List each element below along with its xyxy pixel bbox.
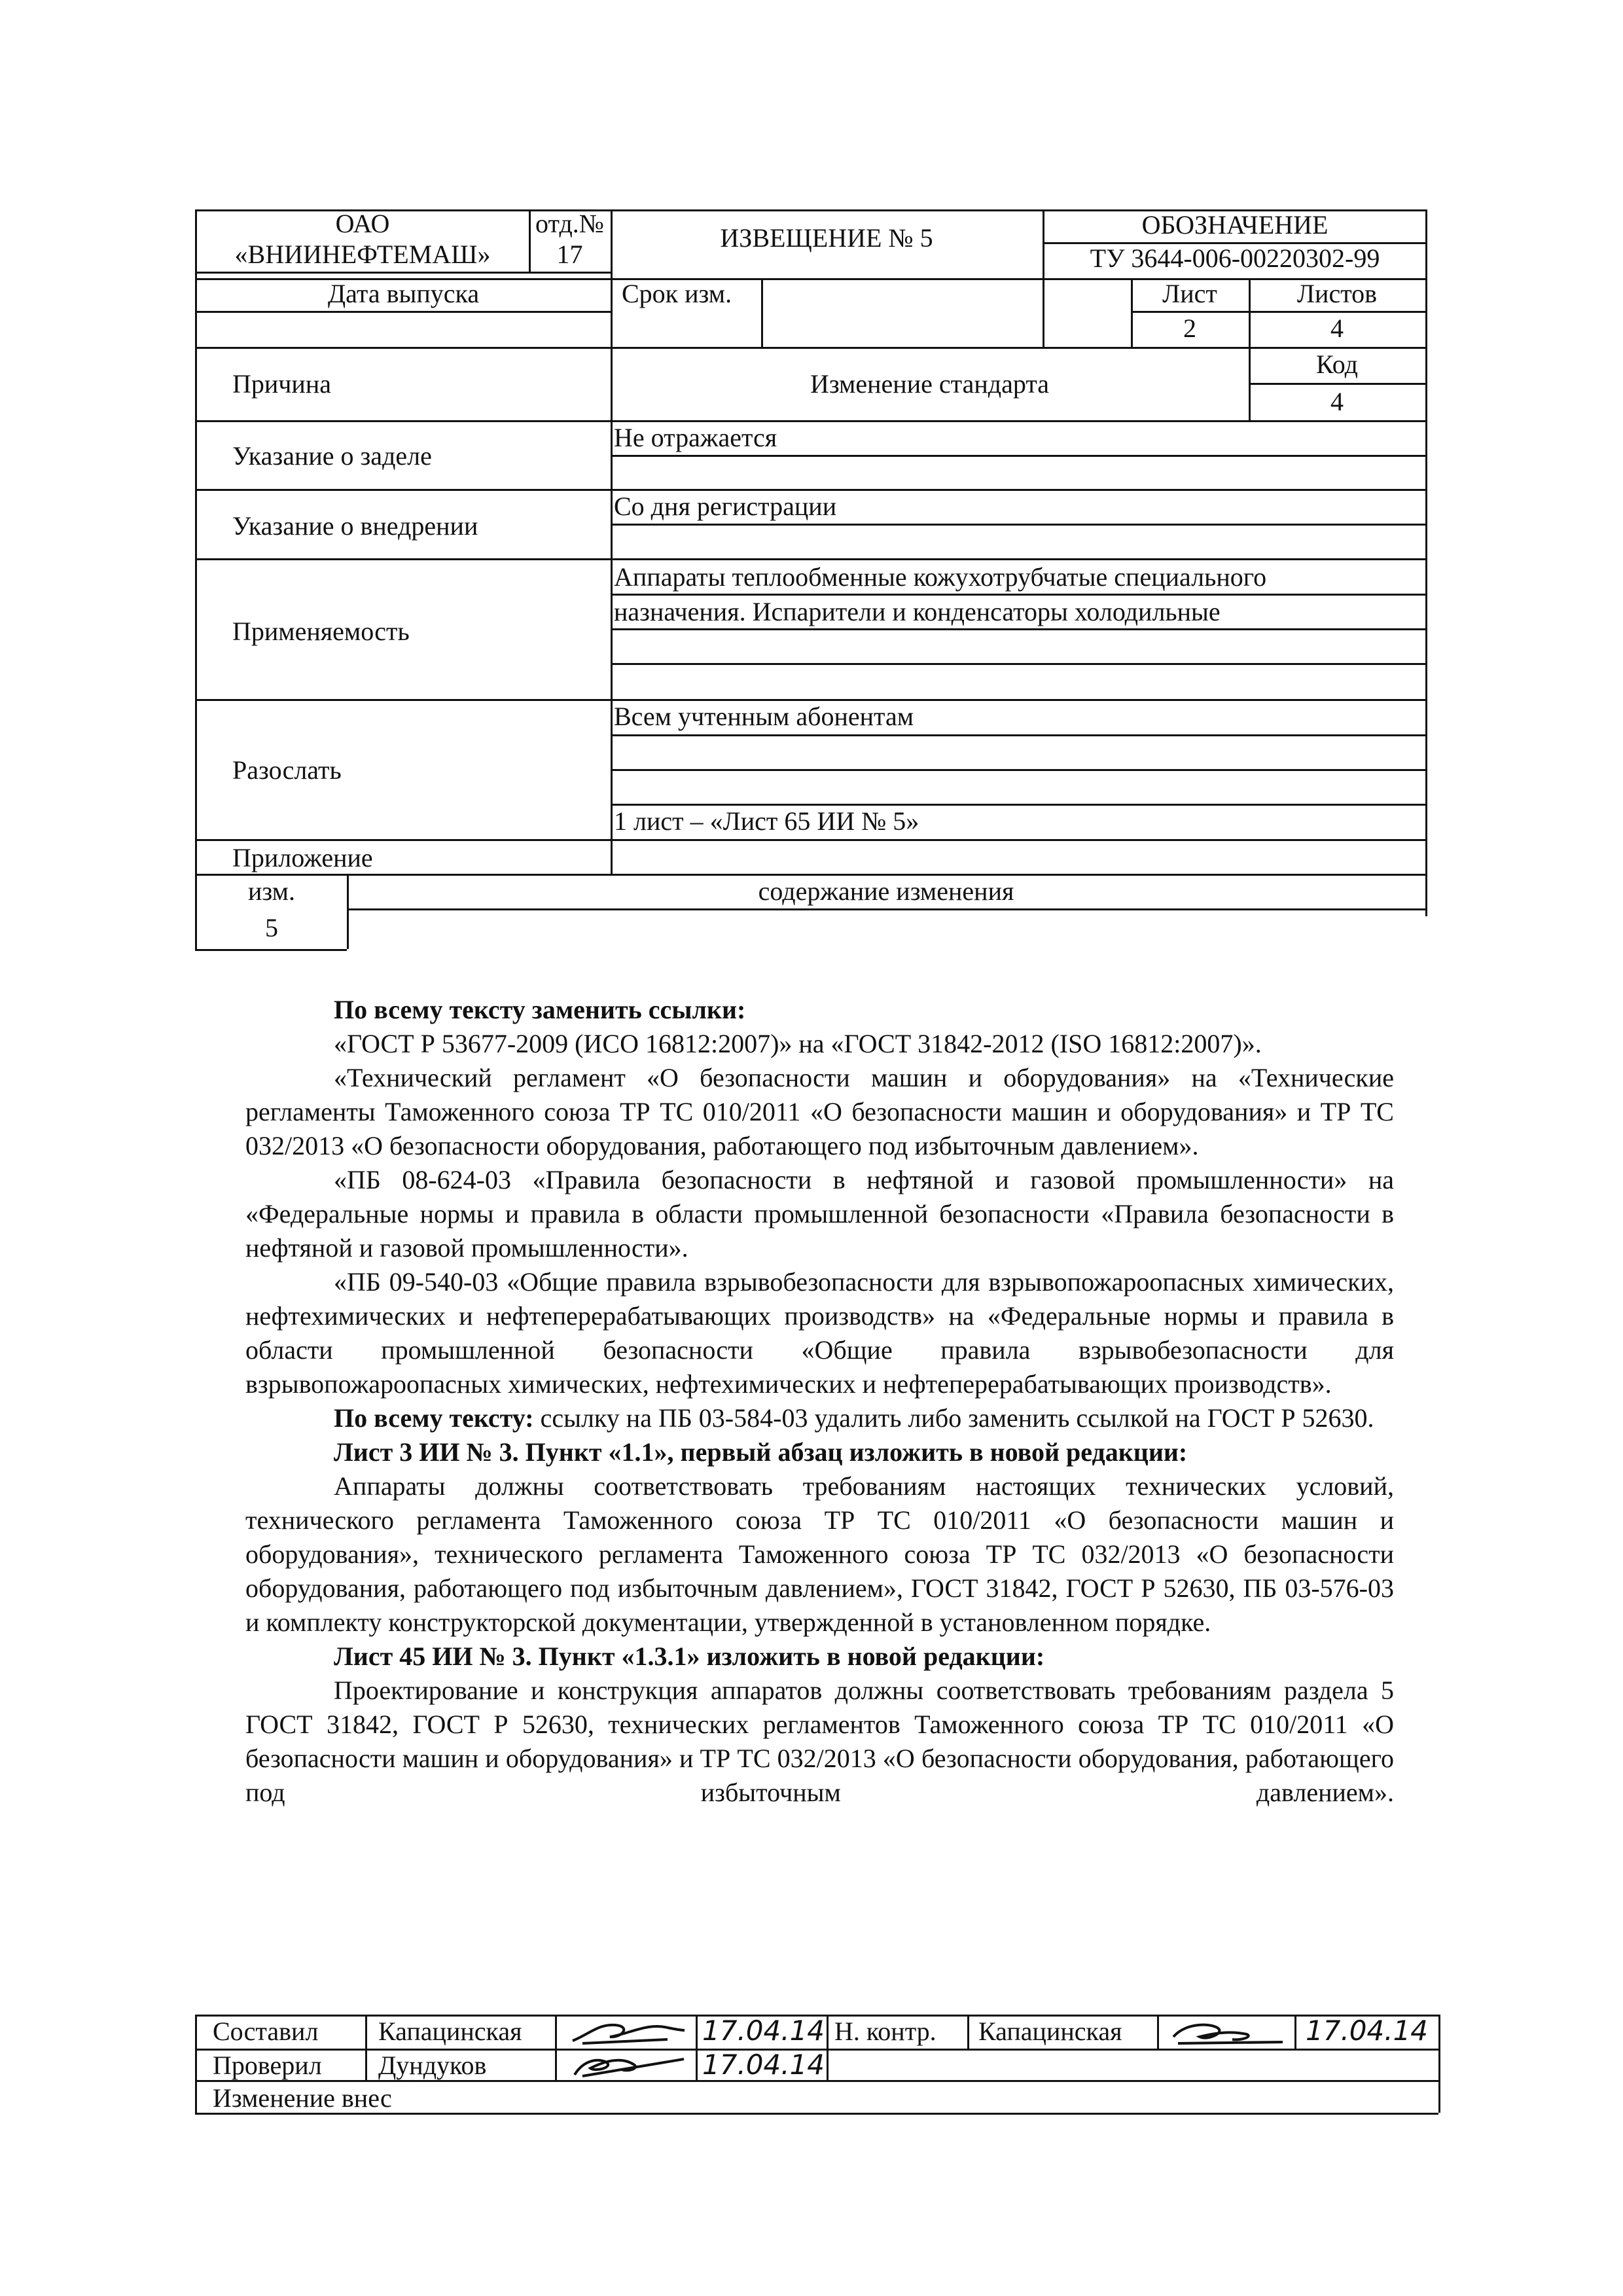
- norm-control-label: Н. контр.: [834, 2017, 936, 2046]
- reason-value: Изменение стандарта: [810, 369, 1050, 399]
- code-label: Код: [1316, 350, 1358, 379]
- paragraph-pb-03-584: [245, 1401, 1394, 1435]
- department-number: 17: [556, 240, 583, 269]
- sheets-count: 4: [1330, 314, 1344, 343]
- change-entered-label: Изменение внес: [213, 2083, 392, 2113]
- norm-control-signature: [1168, 2017, 1286, 2047]
- sheets-label: Листов: [1296, 279, 1378, 308]
- org-name-line2: «ВНИИНЕФТЕМАШ»: [234, 240, 491, 269]
- applicability-line1: Аппараты теплообменные кожухотрубчатые специального: [614, 562, 1267, 592]
- sheet-number: 2: [1183, 314, 1196, 343]
- checked-signature: [569, 2050, 687, 2080]
- paragraph-pb-09-540: «ПБ 09-540-03 «Общие правила взрывобезопасности для взрывопожароопасных химических, нефтехимических и нефтеперерабатывающих производств» на «Федеральные нормы и правила в области промышленной безопасности «Общие правила взрывобезопасности для взрывопожароопасных химических, нефтехимических и нефтеперерабатывающих производств».: [245, 1267, 1394, 1399]
- paragraph-pb-03-584-text: ссылку на ПБ 03-584-03 удалить либо заменить ссылкой на ГОСТ Р 52630.: [533, 1403, 1374, 1433]
- paragraph-item-1-1: Аппараты должны соответствовать требованиям настоящих технических условий, технического регламента Таможенного союза ТР ТС 010/2011 «О безопасности машин и оборудования», технического регламента Таможенного союза ТР ТС 032/2013 «О безопасности оборудования, работающего под избыточным давлением», ГОСТ 31842, ГОСТ Р 52630, ПБ 03-576-03 и комплекту конструкторской документации, утвержденной в установленном порядке.: [245, 1471, 1394, 1637]
- code-value: 4: [1330, 387, 1344, 416]
- distribute-line2: 1 лист – «Лист 65 ИИ № 5»: [614, 806, 919, 836]
- heading-sheet-3-item-1-1: Лист 3 ИИ № 3. Пункт «1.1», первый абзац изложить в новой редакции:: [334, 1437, 1188, 1467]
- change-number-label: изм.: [248, 876, 295, 906]
- paragraph-pb-08-624: «ПБ 08-624-03 «Правила безопасности в нефтяной и газовой промышленности» на «Федеральные нормы и правила в области промышленной безопасности «Правила безопасности в нефтяной и газовой промышленности».: [245, 1165, 1394, 1263]
- designation-value: ТУ 3644-006-00220302-99: [1090, 243, 1380, 273]
- change-deadline-label: Срок изм.: [622, 279, 732, 308]
- org-name-line1: ОАО: [335, 209, 390, 238]
- heading-replace-references: По всему тексту заменить ссылки:: [334, 995, 746, 1024]
- applicability-label: Применяемость: [232, 617, 410, 646]
- reason-label: Причина: [232, 369, 331, 399]
- change-number-value: 5: [265, 913, 278, 942]
- norm-control-name: Капацинская: [978, 2017, 1122, 2046]
- change-content-body: [245, 993, 1394, 1810]
- heading-sheet-45-item-1-3-1: Лист 45 ИИ № 3. Пункт «1.3.1» изложить в новой редакции:: [334, 1641, 1045, 1671]
- paragraph-pb-03-584-bold: По всему тексту:: [334, 1403, 534, 1433]
- designation-label: ОБОЗНАЧЕНИЕ: [1141, 210, 1329, 240]
- checked-name: Дундуков: [378, 2051, 487, 2080]
- backlog-label: Указание о заделе: [232, 441, 432, 471]
- compiled-name: Капацинская: [378, 2017, 522, 2046]
- paragraph-gost-53677: «ГОСТ Р 53677-2009 (ИСО 16812:2007)» на «ГОСТ 31842-2012 (ISO 16812:2007)».: [334, 1029, 1262, 1058]
- attachment-label: Приложение: [232, 843, 373, 872]
- release-date-label: Дата выпуска: [327, 279, 480, 308]
- applicability-line2: назначения. Испарители и конденсаторы холодильные: [614, 597, 1221, 626]
- change-content-label: содержание изменения: [758, 876, 1014, 906]
- norm-control-date: 17.04.14: [1306, 2015, 1429, 2047]
- paragraph-item-1-3-1: Проектирование и конструкция аппаратов должны соответствовать требованиям раздела 5 ГОСТ 31842, ГОСТ Р 52630, технических регламентов Таможенного союза ТР ТС 010/2011 «О безопасности машин и оборудования» и ТР ТС 032/2013 «О безопасности оборудования, работающего под избыточным давлением».: [245, 1676, 1394, 1807]
- distribute-line1: Всем учтенным абонентам: [614, 702, 914, 731]
- distribute-label: Разослать: [232, 755, 342, 785]
- implementation-value: Со дня регистрации: [614, 492, 837, 521]
- checked-date: 17.04.14: [702, 2049, 825, 2081]
- department-label: отд.№: [535, 209, 604, 238]
- compiled-date: 17.04.14: [702, 2015, 825, 2047]
- checked-label: Проверил: [213, 2051, 322, 2080]
- implementation-label: Указание о внедрении: [232, 511, 478, 541]
- compiled-signature: [569, 2017, 687, 2047]
- backlog-value: Не отражается: [614, 423, 777, 452]
- sheet-label: Лист: [1162, 279, 1217, 308]
- notice-title: ИЗВЕЩЕНИЕ № 5: [720, 223, 933, 253]
- paragraph-technical-regulation: «Технический регламент «О безопасности машин и оборудования» на «Технические регламенты Таможенного союза ТР ТС 010/2011 «О безопасности машин и оборудования» и ТР ТС 032/2013 «О безопасности оборудования, работающего под избыточным давлением».: [245, 1063, 1394, 1160]
- compiled-label: Составил: [213, 2017, 319, 2046]
